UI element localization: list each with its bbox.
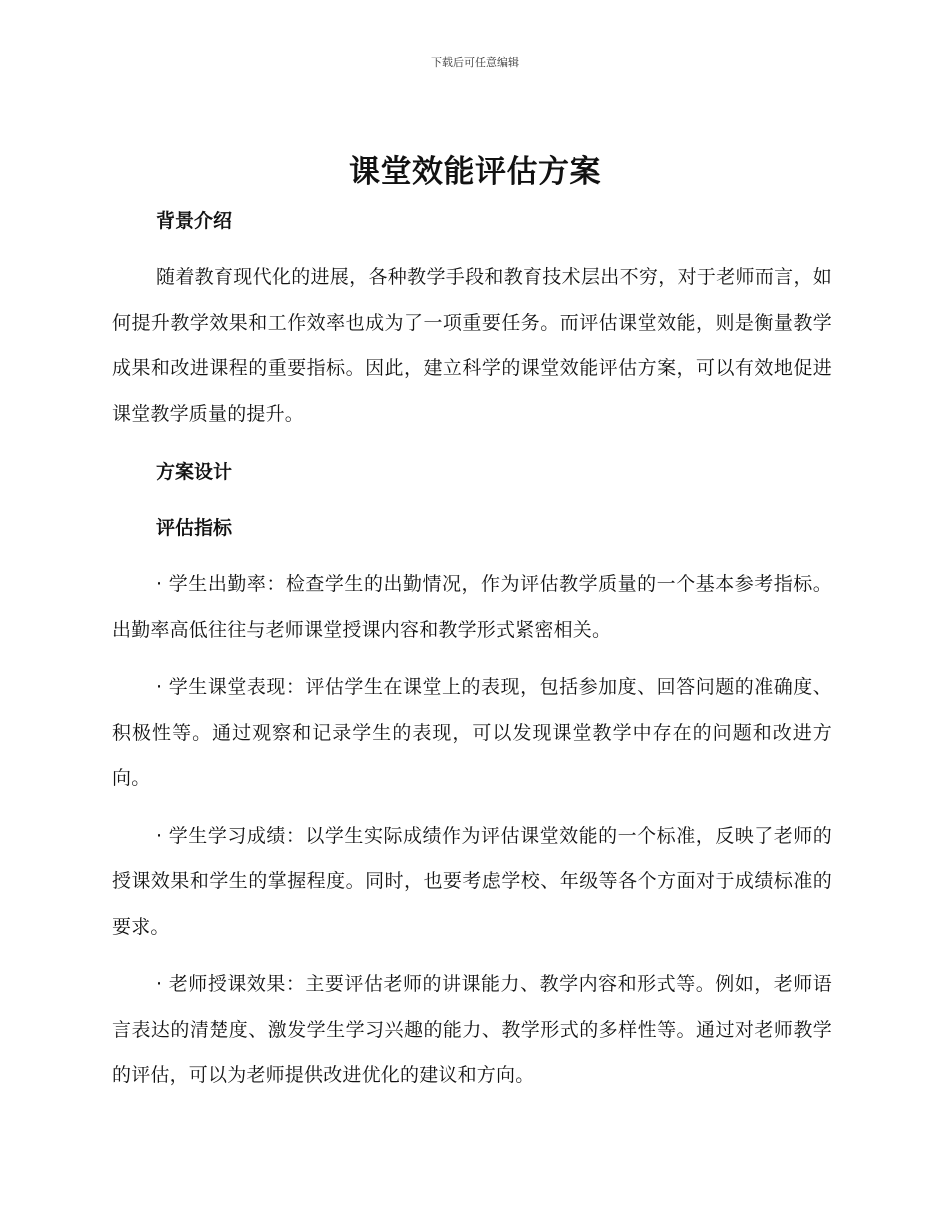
page-header-note: 下载后可任意编辑 <box>431 56 519 69</box>
indicator-item-attendance: · 学生出勤率：检查学生的出勤情况，作为评估教学质量的一个基本参考指标。出勤率高低往往与老师课堂授课内容和教学形式紧密相关。 <box>112 573 832 641</box>
indicator-item-teaching: · 老师授课效果：主要评估老师的讲课能力、教学内容和形式等。例如，老师语言表达的清楚度、激发学生学习兴趣的能力、教学形式的多样性等。通过对老师教学的评估，可以为老师提供改进优化的建议和方向。 <box>112 973 832 1086</box>
document-body <box>112 204 832 1111</box>
indicator-item-grades: · 学生学习成绩：以学生实际成绩作为评估课堂效能的一个标准，反映了老师的授课效果和学生的掌握程度。同时，也要考虑学校、年级等各个方面对于成绩标准的要求。 <box>112 824 832 938</box>
section-heading-background: 背景介绍 <box>156 210 233 232</box>
document-title: 课堂效能评估方案 <box>349 154 601 190</box>
indicator-item-performance: · 学生课堂表现：评估学生在课堂上的表现，包括参加度、回答问题的准确度、积极性等。通过观察和记录学生的表现，可以发现课堂教学中存在的问题和改进方向。 <box>112 676 832 789</box>
section-heading-design: 方案设计 <box>156 461 233 483</box>
background-paragraph: 随着教育现代化的进展，各种教学手段和教育技术层出不穷，对于老师而言，如何提升教学效果和工作效率也成为了一项重要任务。而评估课堂效能，则是衡量教学成果和改进课程的重要指标。因此，建立科学的课堂效能评估方案，可以有效地促进课堂教学质量的提升。 <box>112 266 832 425</box>
subheading-indicators: 评估指标 <box>156 517 233 539</box>
